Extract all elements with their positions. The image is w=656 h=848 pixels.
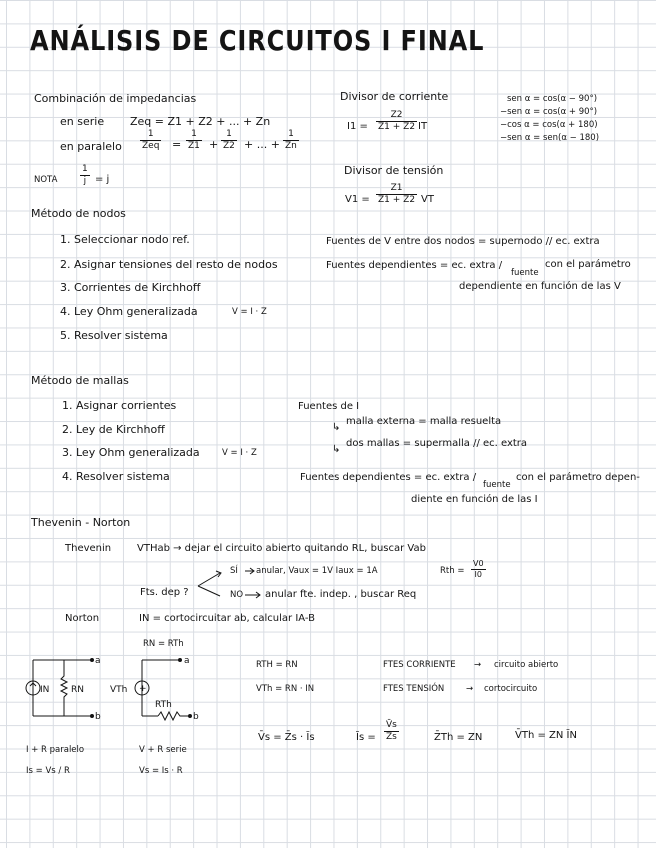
parallel-plus: +: [209, 138, 219, 151]
mesh-step-2: 2. Ley de Kirchhoff: [62, 423, 165, 436]
trig-line-3: −cos α = cos(α + 180): [500, 120, 598, 130]
circuit-a-label-2: a: [184, 656, 190, 666]
voltage-divider-lhs: V1 =: [345, 194, 370, 205]
rn-rth: RN = RTh: [143, 639, 184, 649]
rth-lhs: Rth =: [440, 566, 465, 576]
parallel-eq: =: [172, 138, 182, 151]
no-label: NO: [230, 590, 244, 600]
rth-fraction: $\frac{V0}{I0}$: [473, 559, 484, 579]
trig-line-1: sen α = cos(α − 90°): [507, 94, 598, 104]
short-circuit: cortocircuito: [484, 684, 538, 694]
voltage-divider-heading: Divisor de tensión: [344, 164, 444, 177]
voltage-divider-fraction: $\frac{Z1}{Z1 + Z2}$: [378, 183, 416, 205]
nodes-note-1: Fuentes de V entre dos nodos = supernodo // ec. extra: [326, 236, 600, 247]
trig-line-4: −sen α = sen(α − 180): [500, 133, 600, 143]
nodes-note-2a: Fuentes dependientes = ec. extra /: [326, 260, 503, 271]
nodes-step-4: 4. Ley Ohm generalizada: [60, 305, 198, 318]
parallel-term-1: $\frac{1}{Z1}$: [188, 129, 200, 151]
impedance-heading: Combinación de impedancias: [34, 92, 197, 105]
dep-question: Fts. dep ?: [140, 587, 189, 598]
parallel-lhs-num: 1: [147, 129, 154, 139]
eq-rth: RTH = RN: [256, 660, 298, 670]
nodes-heading: Método de nodos: [31, 207, 126, 220]
series-label: en serie: [60, 115, 105, 128]
si-text: anular, Vaux = 1V Iaux = 1A: [256, 566, 378, 576]
note-label: NOTA: [34, 175, 58, 185]
nodes-note-2c: dependiente en función de las V: [459, 281, 621, 292]
circuit-in-label: IN: [40, 685, 50, 695]
nodes-note-fuente: fuente: [511, 268, 539, 278]
svg-text:+: +: [139, 684, 147, 694]
phasor-vth: V̄Th = ZN ĪN: [515, 730, 577, 741]
norton-label: Norton: [65, 613, 100, 624]
circuit-rn-label: RN: [71, 685, 84, 695]
mesh-dep-a: Fuentes dependientes = ec. extra /: [300, 472, 477, 483]
mesh-ohm: V = I · Z: [222, 448, 257, 458]
no-text: anular fte. indep. , buscar Req: [265, 589, 417, 600]
left-note-2: Is = Vs / R: [26, 766, 70, 776]
circuit-b-label-1: b: [95, 712, 101, 722]
parallel-lhs-den: Zeq: [142, 141, 160, 151]
parallel-dots: + ... +: [244, 138, 280, 151]
phasor-z: Z̄Th = ZN: [434, 732, 483, 743]
mid-note-1: V + R serie: [139, 745, 187, 755]
circuit-a-label-1: a: [95, 656, 101, 666]
page-title: ANÁLISIS DE CIRCUITOS I FINAL: [30, 24, 485, 57]
nodes-ohm: V = I · Z: [232, 307, 267, 317]
mesh-step-4: 4. Resolver sistema: [62, 470, 170, 483]
nodes-step-5: 5. Resolver sistema: [60, 329, 168, 342]
mesh-dep-b: con el parámetro depen-: [516, 472, 640, 483]
note-fraction: $\frac{1}{j}$: [82, 164, 88, 186]
mesh-sources-heading: Fuentes de I: [298, 401, 360, 412]
circuit-b-label-2: b: [193, 712, 199, 722]
mesh-heading: Método de mallas: [31, 374, 129, 387]
mesh-arrow-2: ↳: [332, 444, 341, 455]
ftes-tension-arrow: →: [466, 684, 474, 694]
eq-vth: VTh = RN · IN: [256, 684, 315, 694]
parallel-term-2: $\frac{1}{Z2}$: [223, 129, 235, 151]
thevenin-text: VTHab → dejar el circuito abierto quitando RL, buscar Vab: [137, 543, 426, 554]
open-circuit: circuito abierto: [494, 660, 559, 670]
current-divider-heading: Divisor de corriente: [340, 90, 449, 103]
current-source-icon: [26, 681, 40, 695]
thevenin-norton-heading: Thevenin - Norton: [31, 516, 131, 529]
trig-line-2: −sen α = cos(α + 90°): [500, 107, 598, 117]
norton-text: IN = cortocircuitar ab, calcular IA-B: [139, 613, 316, 624]
thevenin-circuit: [110, 656, 199, 722]
current-divider-fraction: $\frac{Z2}{Z1 + Z2}$: [378, 110, 416, 132]
parallel-lhs-fraction: [140, 130, 161, 151]
voltage-divider-rhs: VT: [421, 194, 434, 205]
resistor-icon: [61, 660, 67, 716]
mesh-step-3: 3. Ley Ohm generalizada: [62, 446, 200, 459]
mesh-sources-a: malla externa = malla resuelta: [346, 416, 502, 427]
resistor-icon: [158, 712, 190, 720]
ftes-corriente: FTES CORRIENTE: [383, 660, 456, 670]
phasor-i-fraction: $\frac{V̄s}{Z̄s}$: [386, 720, 397, 742]
mesh-step-1: 1. Asignar corrientes: [62, 399, 177, 412]
current-divider-rhs: IT: [418, 121, 428, 132]
nodes-step-2: 2. Asignar tensiones del resto de nodos: [60, 258, 278, 271]
voltage-source-icon: [135, 681, 149, 695]
ftes-tension: FTES TENSIÓN: [383, 684, 445, 694]
parallel-label: en paralelo: [60, 140, 122, 153]
parallel-term-n: $\frac{1}{Zn}$: [285, 129, 297, 151]
norton-circuit: [26, 656, 101, 722]
mesh-arrow-1: ↳: [332, 422, 341, 433]
phasor-v: V̄s = Z̄s · Īs: [258, 732, 315, 743]
note-rhs: = j: [95, 174, 110, 185]
ftes-corriente-arrow: →: [474, 660, 482, 670]
circuit-vth-label: VTh: [110, 685, 128, 695]
phasor-i-lhs: Īs =: [356, 732, 376, 743]
mesh-sources-b: dos mallas = supermalla // ec. extra: [346, 438, 528, 449]
thevenin-label: Thevenin: [65, 543, 112, 554]
mesh-dep-fuente: fuente: [483, 480, 511, 490]
series-formula: Zeq = Z1 + Z2 + ... + Zn: [130, 115, 271, 128]
mid-note-2: Vs = Is · R: [139, 766, 183, 776]
nodes-step-1: 1. Seleccionar nodo ref.: [60, 233, 190, 246]
mesh-dep-c: diente en función de las I: [411, 494, 538, 505]
current-divider-lhs: I1 =: [347, 121, 368, 132]
nodes-note-2b: con el parámetro: [545, 259, 631, 270]
branch-arrows: [198, 568, 260, 598]
nodes-step-3: 3. Corrientes de Kirchhoff: [60, 281, 201, 294]
left-note-1: I + R paralelo: [26, 745, 85, 755]
si-label: SÍ: [230, 566, 238, 576]
circuit-rth-label: RTh: [155, 700, 172, 710]
